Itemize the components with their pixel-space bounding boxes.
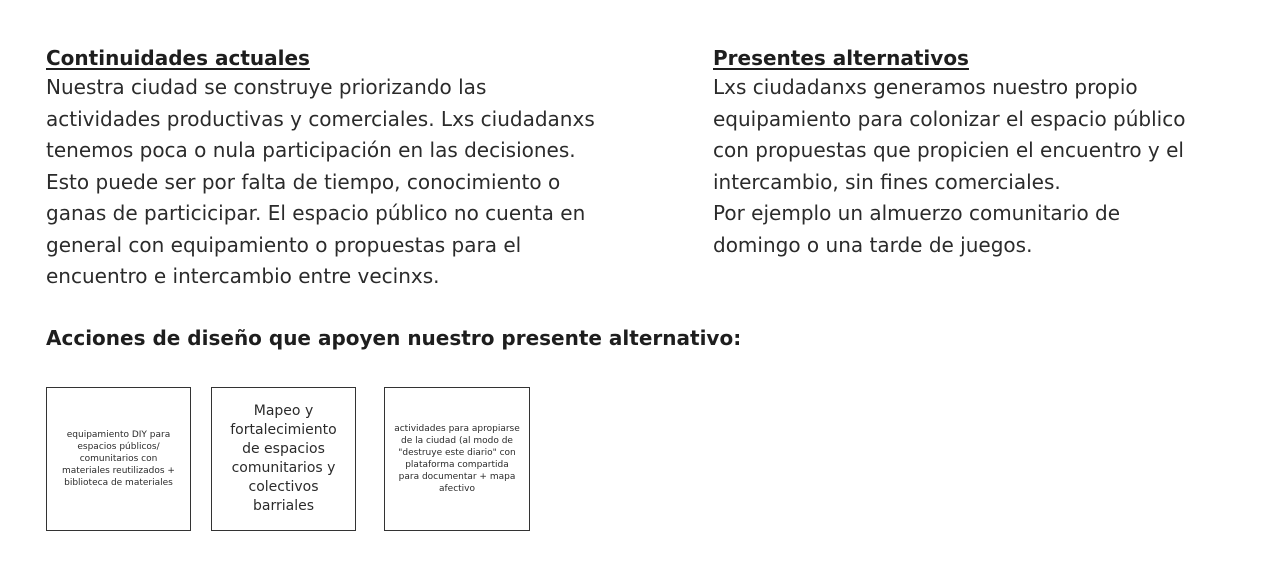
sticky-note-actividades[interactable] — [384, 387, 530, 531]
continuidades-text[interactable]: Nuestra ciudad se construye priorizando las actividades productivas y comerciales. Lxs ciudadanxs tenemos poca o nula participación en las decisiones. Esto puede ser por falta de tiempo, conocimiento o ganas de particicipar. El espacio público no cuenta en general con equipamiento o propuestas para el encuentro e intercambio entre vecinxs. — [46, 75, 595, 288]
acciones-heading: Acciones de diseño que apoyen nuestro presente alternativo: — [46, 326, 742, 350]
presentes-title: Presentes alternativos — [713, 46, 969, 70]
continuidades-title: Continuidades actuales — [46, 46, 310, 70]
continuidades-section — [46, 44, 646, 293]
sticky-note-text: equipamiento DIY para espacios públicos/ comunitarios con materiales reutilizados + biblioteca de materiales — [62, 430, 175, 488]
sticky-note-text: actividades para apropiarse de la ciudad (al modo de "destruye este diario" con plataforma compartida para documentar + mapa afectivo — [394, 424, 520, 494]
presentes-text[interactable]: Lxs ciudadanxs generamos nuestro propio equipamiento para colonizar el espacio público con propuestas que propicien el encuentro y el intercambio, sin fines comerciales. Por ejemplo un almuerzo comunitario de domingo o una tarde de juegos. — [713, 75, 1186, 257]
sticky-note-diy[interactable] — [46, 387, 191, 531]
sticky-note-text: Mapeo y fortalecimiento de espacios comunitarios y colectivos barriales — [230, 403, 337, 514]
presentes-section — [713, 44, 1233, 261]
sticky-note-mapeo[interactable] — [211, 387, 356, 531]
